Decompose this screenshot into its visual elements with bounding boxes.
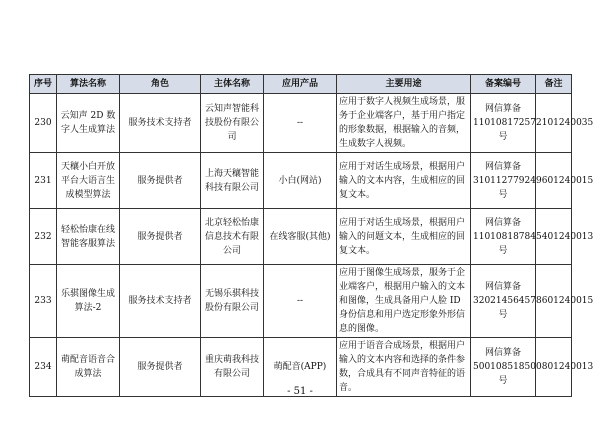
page-number: - 51 -: [287, 386, 313, 397]
table-row: [30, 265, 572, 338]
cell-algorithm: 乐骐图像生成算法-2: [57, 265, 120, 338]
cell-algorithm: 天穰小白开放平台大语言生成模型算法: [57, 153, 120, 209]
header-row: [30, 75, 572, 94]
cell-entity: 无锡乐骐科技股份有限公司: [201, 265, 264, 338]
cell-entity: 重庆萌我科技有限公司: [201, 338, 264, 397]
cell-purpose: 应用于数字人视频生成场景，服务于企业端客户，基于用户指定的形象数据，根据输入的音频，生成数字人视频。: [337, 94, 471, 153]
cell-role: 服务提供者: [120, 209, 201, 265]
cell-entity: 上海天穰智能科技有限公司: [201, 153, 264, 209]
col-header-entity: 主体名称: [201, 75, 264, 94]
col-header-filing-number: 备案编号: [471, 75, 536, 94]
cell-entity: 云知声智能科技股份有限公司: [201, 94, 264, 153]
cell-filing-number: 网信算备 310112779249601240015 号: [471, 153, 536, 209]
cell-role: 服务提供者: [120, 338, 201, 397]
col-header-purpose: 主要用途: [337, 75, 471, 94]
cell-product: --: [264, 265, 337, 338]
cell-product: --: [264, 94, 337, 153]
table-row: [30, 209, 572, 265]
cell-algorithm: 轻松怡康在线智能客服算法: [57, 209, 120, 265]
cell-filing-number: 网信算备 110108172572101240035 号: [471, 94, 536, 153]
col-header-algorithm: 算法名称: [57, 75, 120, 94]
cell-no: 230: [30, 94, 57, 153]
table-row: [30, 153, 572, 209]
cell-algorithm: 云知声 2D 数字人生成算法: [57, 94, 120, 153]
col-header-no: 序号: [30, 75, 57, 94]
cell-role: 服务技术支持者: [120, 94, 201, 153]
cell-product: 小白(网站): [264, 153, 337, 209]
col-header-remarks: 备注: [536, 75, 572, 94]
cell-purpose: 应用于图像生成场景，服务于企业端客户，根据用户输入的文本和图像，生成具备用户人脸 ID 身份信息和用户选定形象外形信息的图像。: [337, 265, 471, 338]
col-header-product: 应用产品: [264, 75, 337, 94]
cell-no: 232: [30, 209, 57, 265]
cell-no: 233: [30, 265, 57, 338]
cell-filing-number: 网信算备 500108518500801240013 号: [471, 338, 536, 397]
cell-no: 234: [30, 338, 57, 397]
cell-purpose: 应用于语音合成场景，根据用户输入的文本内容和选择的条件参数，合成具有不同声音特征的语音。: [337, 338, 471, 397]
cell-product: 萌配音(APP): [264, 338, 337, 397]
cell-product: 在线客服(其他): [264, 209, 337, 265]
cell-entity: 北京轻松怡康信息技术有限公司: [201, 209, 264, 265]
table-row: [30, 94, 572, 153]
cell-purpose: 应用于对话生成场景，根据用户输入的文本内容，生成相应的回复文本。: [337, 153, 471, 209]
cell-filing-number: 网信算备 110108187845401240013 号: [471, 209, 536, 265]
cell-filing-number: 网信算备 320214564578601240015 号: [471, 265, 536, 338]
col-header-role: 角色: [120, 75, 201, 94]
cell-role: 服务提供者: [120, 153, 201, 209]
cell-role: 服务技术支持者: [120, 265, 201, 338]
cell-algorithm: 萌配音语音合成算法: [57, 338, 120, 397]
cell-no: 231: [30, 153, 57, 209]
cell-purpose: 应用于对话生成场景，根据用户输入的问题文本，生成相应的回复文本。: [337, 209, 471, 265]
filing-table: [29, 74, 594, 397]
